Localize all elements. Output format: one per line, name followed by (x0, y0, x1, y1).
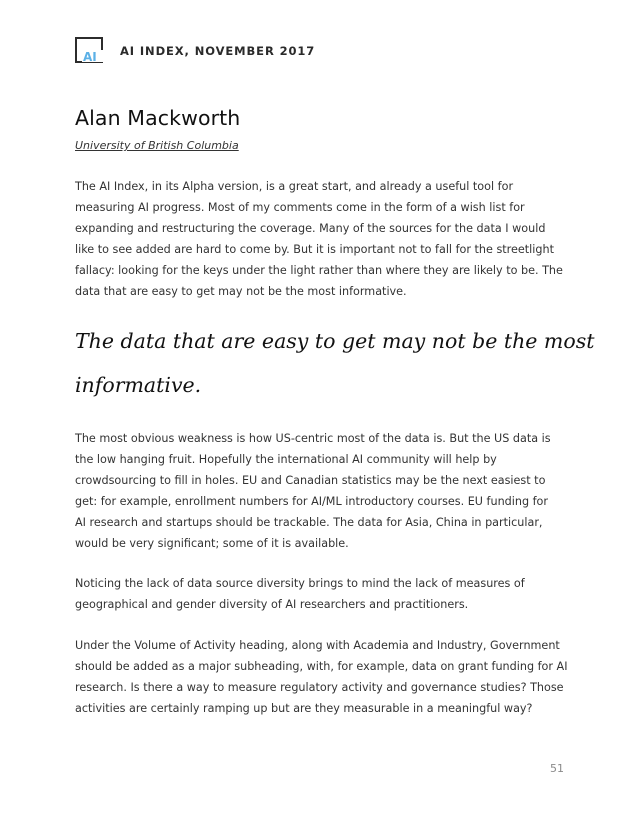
paragraph-line: AI research and startups should be trackable. The data for Asia, China in particular, (75, 516, 543, 529)
publication-title: AI INDEX, NOVEMBER 2017 (120, 43, 316, 58)
paragraph-line: like to see added are hard to come by. But it is important not to fall for the streetlight (75, 243, 554, 256)
pull-quote-line: informative. (75, 373, 202, 397)
logo-text: AI (83, 50, 97, 63)
paragraph-line: Noticing the lack of data source diversity brings to mind the lack of measures of (75, 577, 525, 590)
paragraph-line: the low hanging fruit. Hopefully the international AI community will help by (75, 453, 497, 466)
ai-logo-icon (75, 37, 103, 63)
paragraph-line: research. Is there a way to measure regulatory activity and governance studies? Those (75, 681, 564, 694)
paragraph-line: geographical and gender diversity of AI researchers and practitioners. (75, 598, 469, 611)
paragraph-line: expanding and restructuring the coverage. Many of the sources for the data I would (75, 222, 546, 235)
author-name: Alan Mackworth (75, 106, 241, 130)
paragraph-line: should be added as a major subheading, with, for example, data on grant funding for AI (75, 660, 568, 673)
ai-index-logo (75, 37, 103, 63)
paragraph-line: crowdsourcing to fill in holes. EU and Canadian statistics may be the next easiest to (75, 474, 546, 487)
paragraph-1 (75, 176, 575, 302)
paragraph-line: The most obvious weakness is how US-centric most of the data is. But the US data is (75, 432, 551, 445)
author-affiliation: University of British Columbia (75, 139, 239, 152)
paragraph-line: Under the Volume of Activity heading, along with Academia and Industry, Government (75, 639, 560, 652)
paragraph-line: fallacy: looking for the keys under the light rather than where they are likely to be. The (75, 264, 563, 277)
page-header (75, 36, 315, 64)
paragraph-line: data that are easy to get may not be the most informative. (75, 285, 407, 298)
paragraph-line: activities are certainly ramping up but are they measurable in a meaningful way? (75, 702, 533, 715)
pull-quote-line: The data that are easy to get may not be the most (75, 329, 595, 353)
paragraph-line: The AI Index, in its Alpha version, is a great start, and already a useful tool for (75, 180, 514, 193)
paragraph-line: get: for example, enrollment numbers for AI/ML introductory courses. EU funding for (75, 495, 548, 508)
paragraph-2 (75, 428, 575, 554)
page-number: 51 (550, 762, 564, 775)
paragraph-line: measuring AI progress. Most of my comments come in the form of a wish list for (75, 201, 525, 214)
pull-quote (75, 319, 595, 407)
paragraph-4 (75, 635, 575, 719)
paragraph-line: would be very significant; some of it is available. (75, 537, 349, 550)
paragraph-3 (75, 573, 575, 615)
